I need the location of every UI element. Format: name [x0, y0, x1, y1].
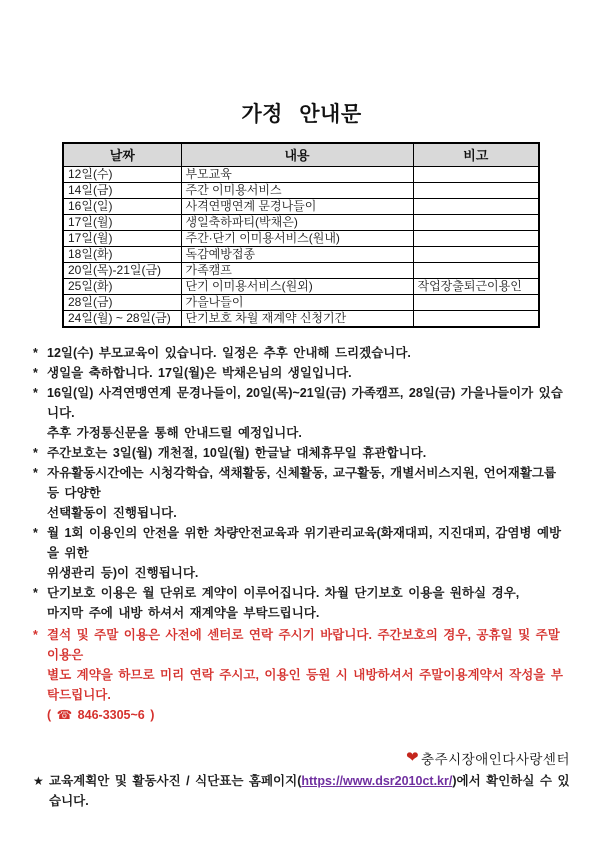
cell-date: 17일(월): [63, 214, 181, 230]
table-row: [63, 182, 539, 198]
header-remark: 비고: [413, 143, 539, 166]
header-content: 내용: [181, 143, 413, 166]
cell-date: 18일(화): [63, 246, 181, 262]
header-date: 날짜: [63, 143, 181, 166]
homepage-note-prefix: 교육계획안 및 활동사진 / 식단표는 홈페이지(: [49, 773, 302, 788]
note-item: [33, 383, 570, 443]
table-row: [63, 262, 539, 278]
cell-remark: [413, 262, 539, 278]
cell-content: 생일축하파티(박채은): [181, 214, 413, 230]
page-title: 가정 안내문: [241, 103, 362, 126]
cell-remark: [413, 294, 539, 310]
asterisk-marker: *: [33, 385, 38, 400]
note-line: 12일(수) 부모교육이 있습니다. 일정은 추후 안내해 드리겠습니다.: [47, 345, 411, 360]
asterisk-marker: *: [33, 445, 38, 460]
cell-remark: [413, 230, 539, 246]
cell-content: 가을나들이: [181, 294, 413, 310]
note-line: 월 1회 이용인의 안전을 위한 차량안전교육과 위기관리교육(화재대피, 지진대피, 감염병 예방을 위한: [47, 525, 562, 560]
cell-content: 주간·단기 이미용서비스(원내): [181, 230, 413, 246]
asterisk-marker: *: [33, 525, 38, 540]
homepage-info-note: [33, 771, 570, 811]
homepage-link[interactable]: https://www.dsr2010ct.kr/: [301, 773, 453, 788]
cell-content: 단기보호 차월 재계약 신청기간: [181, 310, 413, 327]
table-row: [63, 310, 539, 327]
asterisk-marker: *: [33, 365, 38, 380]
cell-content: 가족캠프: [181, 262, 413, 278]
cell-remark: [413, 246, 539, 262]
cell-content: 주간 이미용서비스: [181, 182, 413, 198]
asterisk-marker: *: [33, 345, 38, 360]
cell-date: 25일(화): [63, 278, 181, 294]
cell-content: 부모교육: [181, 166, 413, 182]
note-line: 위생관리 등)이 진행됩니다.: [47, 565, 199, 580]
note-item-red-warning: [33, 625, 570, 725]
note-item: [33, 583, 570, 623]
table-row: [63, 198, 539, 214]
table-row: [63, 246, 539, 262]
cell-remark: [413, 310, 539, 327]
organization-name: 충주시장애인다사랑센터: [421, 752, 570, 767]
schedule-table: [62, 142, 540, 328]
note-item: [33, 363, 570, 383]
cell-remark: 작업장출퇴근이용인: [413, 278, 539, 294]
note-line: 별도 계약을 하므로 미리 연락 주시고, 이용인 등원 시 내방하셔서 주말이용계약서 작성을 부탁드립니다.: [47, 667, 563, 702]
note-line: 단기보호 이용은 월 단위로 계약이 이루어집니다. 차월 단기보호 이용을 원하실 경우,: [47, 585, 520, 600]
cell-date: 17일(월): [63, 230, 181, 246]
note-item: [33, 523, 570, 583]
table-row: [63, 294, 539, 310]
table-row: [63, 230, 539, 246]
cell-remark: [413, 214, 539, 230]
note-item: [33, 443, 570, 463]
note-line: 16일(일) 사격연맹연계 문경나들이, 20일(목)~21일(금) 가족캠프, 28일(금) 가을나들이가 있습니다.: [47, 385, 563, 420]
table-row: [63, 278, 539, 294]
cell-remark: [413, 182, 539, 198]
cell-date: 28일(금): [63, 294, 181, 310]
star-marker: ★: [33, 773, 44, 788]
note-line: 주간보호는 3일(월) 개천절, 10일(월) 한글날 대체휴무일 휴관합니다.: [47, 445, 427, 460]
asterisk-marker: *: [33, 585, 38, 600]
note-line: 마지막 주에 내방 하셔서 재계약을 부탁드립니다.: [47, 605, 320, 620]
note-line: 선택활동이 진행됩니다.: [47, 505, 177, 520]
note-item: [33, 463, 570, 523]
note-line: 자유활동시간에는 시청각학습, 색채활동, 신체활동, 교구활동, 개별서비스지원, 언어재활그룹 등 다양한: [47, 465, 557, 500]
heart-logo-icon: ❤: [405, 748, 420, 766]
cell-date: 12일(수): [63, 166, 181, 182]
table-header-row: [63, 143, 539, 166]
note-line: 결석 및 주말 이용은 사전에 센터로 연락 주시기 바랍니다. 주간보호의 경우, 공휴일 및 주말이용은: [47, 627, 560, 662]
asterisk-marker: *: [33, 627, 38, 642]
cell-date: 24일(월) ~ 28일(금): [63, 310, 181, 327]
homepage-note-suffix: )에서 확인하실 수 있습니다.: [49, 773, 570, 808]
notes-section: [33, 343, 570, 725]
organization-footer: [406, 748, 570, 768]
note-line: 추후 가정통신문을 통해 안내드릴 예정입니다.: [47, 425, 302, 440]
table-row: [63, 214, 539, 230]
table-row: [63, 166, 539, 182]
note-item: [33, 343, 570, 363]
phone-number-line: ( ☎ 846-3305~6 ): [47, 707, 155, 722]
cell-remark: [413, 198, 539, 214]
note-line: 생일을 축하합니다. 17일(월)은 박채은님의 생일입니다.: [47, 365, 352, 380]
cell-content: 단기 이미용서비스(원외): [181, 278, 413, 294]
cell-content: 독감예방접종: [181, 246, 413, 262]
cell-date: 14일(금): [63, 182, 181, 198]
cell-content: 사격연맹연계 문경나들이: [181, 198, 413, 214]
cell-date: 16일(일): [63, 198, 181, 214]
cell-remark: [413, 166, 539, 182]
asterisk-marker: *: [33, 465, 38, 480]
cell-date: 20일(목)-21일(금): [63, 262, 181, 278]
